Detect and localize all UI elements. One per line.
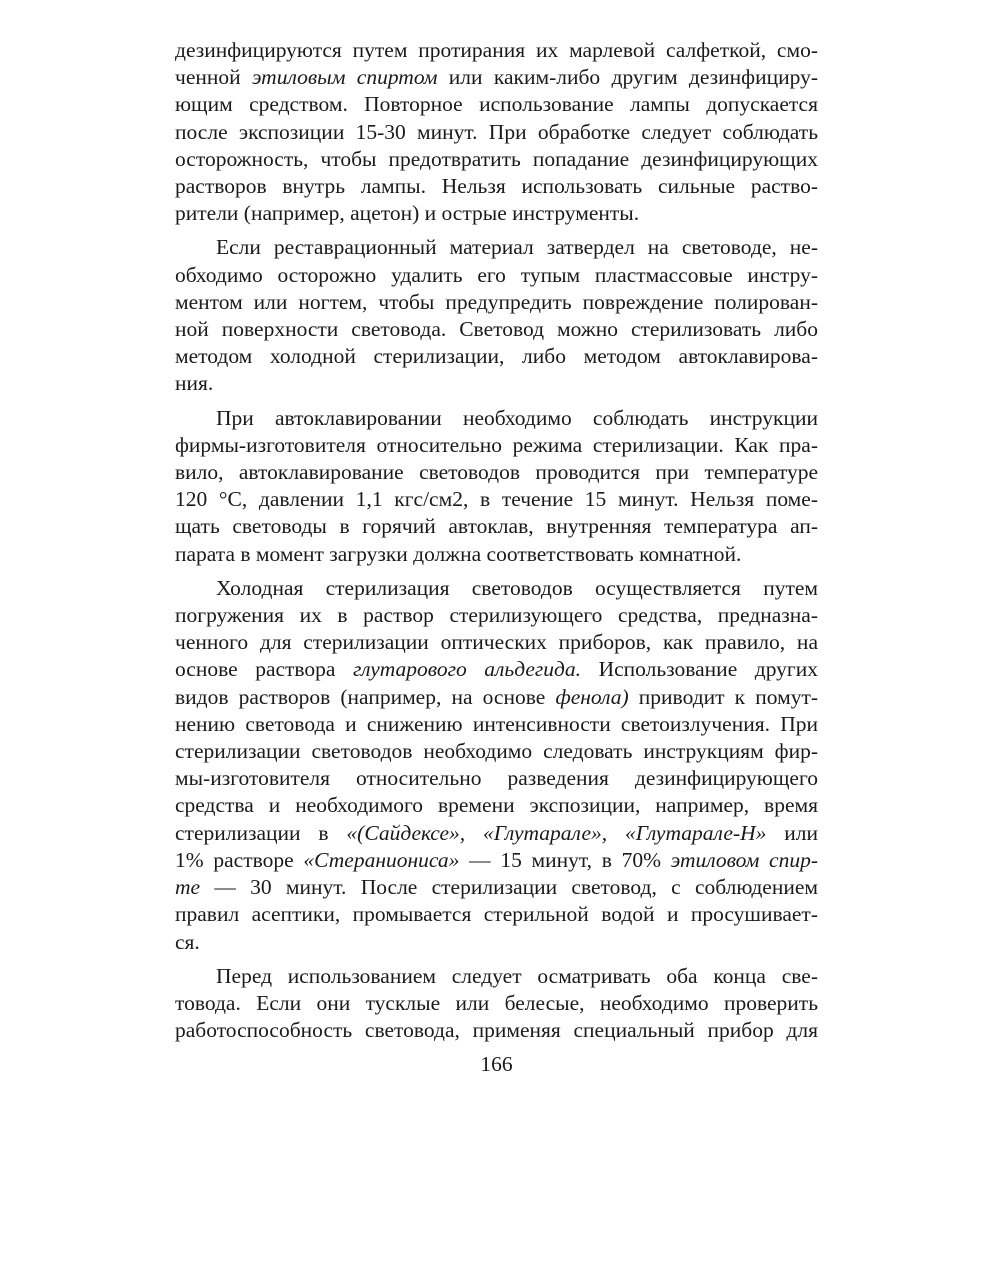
text-run: Холодная стерилизация световодов осуществляется путем xyxy=(216,575,818,600)
page-number: 166 xyxy=(480,1052,513,1076)
text-line xyxy=(175,990,818,1017)
text-run: ченной xyxy=(175,65,252,90)
text-run: или каким-либо другим дезинфициру- xyxy=(437,65,819,90)
text-run: средства и необходимого времени экспозиции, например, время xyxy=(175,793,818,818)
text-run: — 30 минут. После стерилизации световод, с соблюдением xyxy=(200,875,818,900)
text-run: 120 °С, давлении 1,1 кгс/см2, в течение 15 минут. Нельзя поме- xyxy=(175,487,818,512)
text-run: фирмы-изготовителя относительно режима стерилизации. Как пра- xyxy=(175,432,818,457)
text-run: погружения их в раствор стерилизующего средства, предназна- xyxy=(175,603,818,628)
text-run: товода. Если они тусклые или белесые, необходимо проверить xyxy=(175,990,818,1015)
text-run: дезинфицируются путем протирания их марлевой салфеткой, смо- xyxy=(175,38,818,62)
text-line xyxy=(175,711,818,738)
text-line xyxy=(175,234,818,261)
text-line xyxy=(175,262,818,289)
text-line xyxy=(175,432,818,459)
text-run: Если реставрационный материал затвердел на световоде, не- xyxy=(216,235,818,260)
text-run: ментом или ногтем, чтобы предупредить повреждение полирован- xyxy=(175,289,818,314)
text-line xyxy=(175,874,818,901)
text-run: обходимо осторожно удалить его тупым пластмассовые инстру- xyxy=(175,262,818,287)
text-run: правил асептики, промывается стерильной водой и просушивает- xyxy=(175,902,818,927)
text-line xyxy=(175,370,818,397)
text-run: методом холодной стерилизации, либо методом автоклавирова- xyxy=(175,344,818,369)
italic-term: фенола) xyxy=(555,684,629,709)
text-line xyxy=(175,820,818,847)
italic-term: этиловым спиртом xyxy=(251,65,438,90)
text-line xyxy=(175,343,818,370)
text-line xyxy=(175,541,818,568)
text-run: приводит к помут- xyxy=(628,684,818,709)
italic-term: «Стераниониса» xyxy=(303,847,460,872)
text-run: нению световода и снижению интенсивности светоизлучения. При xyxy=(175,711,818,736)
text-line xyxy=(175,37,818,64)
text-line xyxy=(175,91,818,118)
text-line xyxy=(175,901,818,928)
text-run: стерилизации в xyxy=(175,820,347,845)
text-line xyxy=(175,629,818,656)
text-line xyxy=(175,929,818,956)
text-run: после экспозиции 15-30 минут. При обработке следует соблюдать xyxy=(175,119,818,144)
text-run: щать световоды в горячий автоклав, внутренняя температура ап- xyxy=(175,514,818,539)
text-line xyxy=(175,64,818,91)
text-run: Перед использованием следует осматривать оба конца све- xyxy=(216,963,818,988)
text-line xyxy=(175,738,818,765)
italic-term: глутарового альдегида. xyxy=(353,657,582,682)
text-line xyxy=(175,173,818,200)
text-line xyxy=(175,486,818,513)
text-line xyxy=(175,316,818,343)
text-run: или xyxy=(766,820,818,845)
text-run: мы-изготовителя относительно разведения дезинфицирующего xyxy=(175,766,818,791)
body-text xyxy=(175,37,818,1051)
text-run: работоспособность световода, применяя специальный прибор для xyxy=(175,1018,818,1043)
text-line xyxy=(175,1017,818,1044)
text-line xyxy=(175,656,818,683)
paragraph xyxy=(175,575,818,956)
text-run: осторожность, чтобы предотвратить попадание дезинфицирующих xyxy=(175,146,818,171)
italic-term: этиловом спир- xyxy=(670,847,818,872)
italic-term: те xyxy=(175,875,201,900)
text-run: ния. xyxy=(175,371,214,396)
text-line xyxy=(175,146,818,173)
paragraph xyxy=(175,37,818,227)
text-line xyxy=(175,289,818,316)
text-line xyxy=(175,765,818,792)
paragraph xyxy=(175,405,818,568)
text-line xyxy=(175,405,818,432)
text-run: ющим средством. Повторное использование лампы допускается xyxy=(175,92,818,117)
paragraph xyxy=(175,963,818,1045)
text-run: растворов внутрь лампы. Нельзя использовать сильные раство- xyxy=(175,174,818,199)
text-line xyxy=(175,847,818,874)
text-line xyxy=(175,792,818,819)
text-run: основе раствора xyxy=(175,657,354,682)
text-line xyxy=(175,459,818,486)
paragraph xyxy=(175,234,818,397)
text-run: вило, автоклавирование световодов проводится при температуре xyxy=(175,460,818,485)
italic-term: «(Сайдексе», «Глутарале», «Глутарале-Н» xyxy=(346,820,767,845)
text-run: — 15 минут, в 70% xyxy=(459,847,671,872)
text-line xyxy=(175,963,818,990)
text-run: При автоклавировании необходимо соблюдать инструкции xyxy=(216,405,818,430)
text-line xyxy=(175,119,818,146)
text-run: 1% растворе xyxy=(175,847,304,872)
text-line xyxy=(175,513,818,540)
text-run: стерилизации световодов необходимо следовать инструкциям фир- xyxy=(175,739,818,764)
text-run: Использование других xyxy=(581,657,819,682)
text-run: рители (например, ацетон) и острые инструменты. xyxy=(175,201,640,226)
text-run: видов растворов (например, на основе xyxy=(175,684,556,709)
text-run: парата в момент загрузки должна соответствовать комнатной. xyxy=(175,541,742,566)
text-line xyxy=(175,684,818,711)
text-line xyxy=(175,575,818,602)
text-run: ченного для стерилизации оптических приборов, как правило, на xyxy=(175,630,818,655)
text-line xyxy=(175,200,818,227)
text-run: ся. xyxy=(175,929,200,954)
text-line xyxy=(175,602,818,629)
text-run: ной поверхности световода. Световод можно стерилизовать либо xyxy=(175,317,818,342)
